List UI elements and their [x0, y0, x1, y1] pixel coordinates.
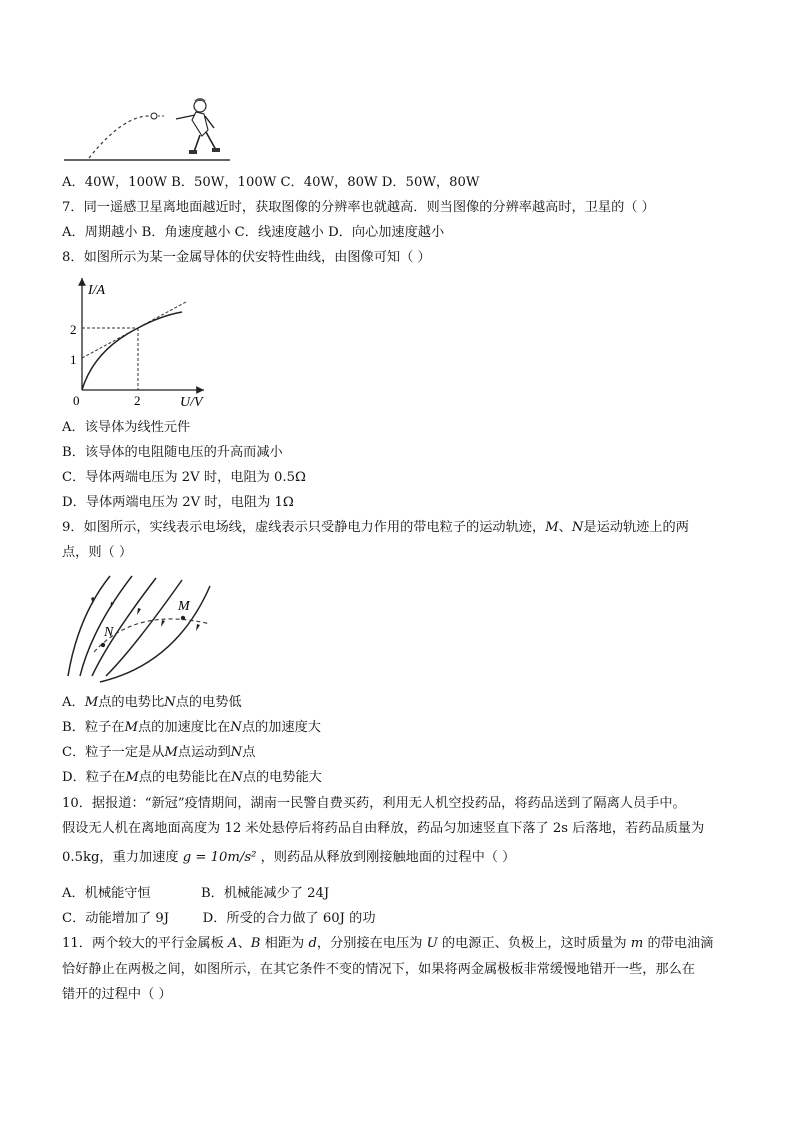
q9-option-b: B．粒子在M点的加速度比在N点的加速度大: [62, 720, 321, 735]
electric-field-figure: [64, 572, 214, 684]
q10-line2: 假设无人机在离地面高度为 12 米处悬停后将药品自由释放，药品匀加速竖直下落了 2s 后落地，若药品质量为: [62, 821, 705, 836]
label-M: M: [178, 599, 190, 614]
q11-line1: 11．两个较大的平行金属板 A、B 相距为 d，分别接在电压为 U 的电源正、负极上，这时质量为 m 的带电油滴: [62, 936, 714, 951]
label-N: N: [104, 625, 114, 640]
origin-label: 0: [73, 393, 80, 408]
q10-line1: 10．据报道：“新冠”疫情期间，湖南一民警自费买药，利用无人机空投药品，将药品送到了隔离人员手中。: [62, 796, 686, 811]
y-axis-label: I/A: [88, 283, 106, 298]
q9-option-c: C．粒子一定是从M点运动到N点: [62, 745, 256, 760]
q9-option-d: D．粒子在M点的电势能比在N点的电势能大: [62, 770, 322, 785]
q7-options: A．周期越小 B．角速度越小 C．线速度越小 D．向心加速度越小: [62, 225, 445, 240]
q11-line3: 错开的过程中（ ）: [62, 987, 172, 1002]
x-axis-label: U/V: [180, 395, 203, 408]
q8-option-c: C．导体两端电压为 2V 时，电阻为 0.5Ω: [62, 470, 306, 485]
x-tick-2: 2: [134, 393, 141, 408]
q9-stem-line1: 9．如图所示，实线表示电场线，虚线表示只受静电力作用的带电粒子的运动轨迹，M、N是运动轨迹上的两: [62, 520, 689, 535]
q9-stem-line2: 点，则（ ）: [62, 545, 133, 560]
gravity-formula: g = 10m/s²: [182, 850, 257, 865]
y-tick-2: 2: [70, 322, 77, 337]
q8-stem: 8．如图所示为某一金属导体的伏安特性曲线，由图像可知（ ）: [62, 250, 431, 265]
q8-option-a: A．该导体为线性元件: [62, 420, 191, 435]
q9-option-a: A．M点的电势比N点的电势低: [62, 695, 242, 710]
throw-ball-figure: [64, 92, 230, 164]
q8-option-d: D．导体两端电压为 2V 时，电阻为 1Ω: [62, 495, 294, 510]
iv-curve-graph: [64, 272, 210, 408]
q6-options: A．40W，100W B．50W，100W C．40W，80W D．50W，80W: [62, 175, 480, 190]
q7-stem: 7．同一遥感卫星离地面越近时，获取图像的分辨率也就越高．则当图像的分辨率越高时，卫星的（ ）: [62, 200, 655, 215]
q8-option-b: B．该导体的电阻随电压的升高而减小: [62, 445, 283, 460]
q11-line2: 恰好静止在两极之间，如图所示，在其它条件不变的情况下，如果将两金属极板非常缓慢地错开一些，那么在: [62, 962, 695, 977]
q10-options-row2: C．动能增加了 9J D．所受的合力做了 60J 的功: [62, 911, 376, 926]
y-tick-1: 1: [70, 352, 77, 367]
q10-line3: 0.5kg，重力加速度 g = 10m/s² ，则药品从释放到刚接触地面的过程中（ ）: [62, 850, 516, 865]
q10-options-row1: A．机械能守恒 B．机械能减少了 24J: [62, 886, 330, 901]
iv-curve: [82, 312, 182, 390]
